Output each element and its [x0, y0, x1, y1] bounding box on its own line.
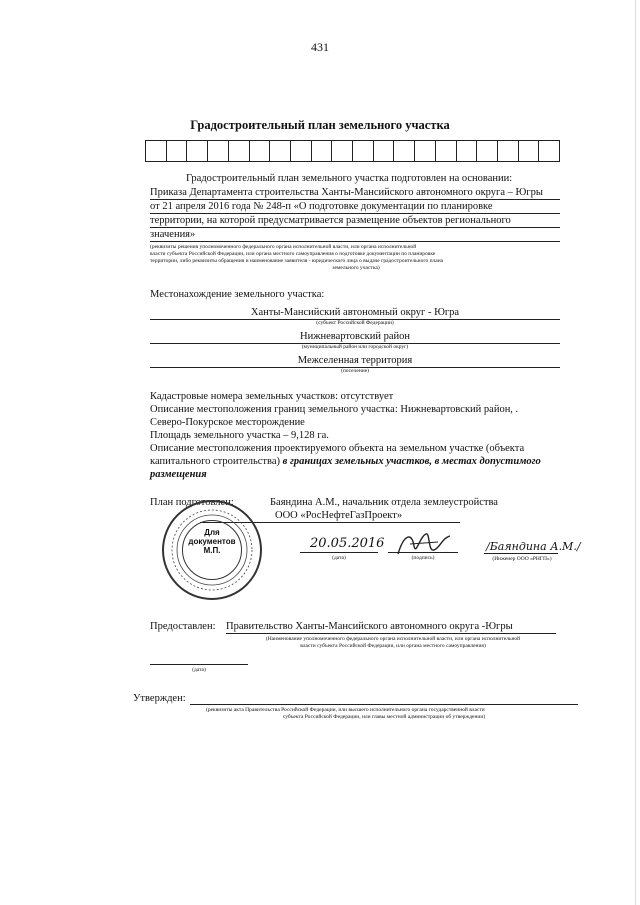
approved-label: Утвержден: — [133, 693, 186, 704]
grid-cell — [332, 141, 353, 161]
page-number: 431 — [311, 40, 329, 54]
location-subject-caption: (субъект Российской Федерации) — [316, 320, 394, 326]
location-settlement: Межселенная территория — [150, 354, 560, 368]
basis-intro: Градостроительный план земельного участка подготовлен на основании: — [186, 173, 513, 184]
company-seal — [162, 500, 262, 600]
seal-text — [164, 528, 260, 555]
grid-cell — [394, 141, 415, 161]
document-title: Градостроительный план земельного участка — [190, 118, 450, 132]
seal-text-line-2: документов — [188, 537, 236, 546]
seal-text-line-1: Для — [204, 528, 220, 537]
location-label: Местонахождение земельного участка: — [150, 289, 325, 300]
prepared-date: 20.05.2016 — [310, 536, 385, 551]
basis-caption-1: (реквизиты решения уполномоченного федерального органа исполнительной власти, или органа исполнительной — [150, 244, 417, 250]
prepared-person: Баяндина А.М., начальник отдела землеустройства — [270, 497, 498, 508]
signed-name: /Баяндина А.М./ — [486, 540, 581, 553]
signature-caption: (подпись) — [411, 555, 435, 561]
plan-number-grid — [145, 140, 560, 162]
grid-cell — [312, 141, 333, 161]
grid-cell — [146, 141, 167, 161]
location-district-caption: (муниципальный район или городской округ) — [301, 344, 409, 350]
basis-line-4: значения» — [150, 228, 560, 242]
signed-name-caption: (Инженер ООО «РНГП») — [492, 556, 552, 562]
basis-caption-2: власти субъекта Российской Федерации, или органа местного самоуправления о подготовке документации по планировке — [150, 251, 436, 257]
basis-caption-3: территории, либо реквизиты обращения и наименование заявителя - юридического лица о выдаче градостроительного плана — [150, 258, 444, 264]
borders-description-2: Северо-Покурское месторождение — [150, 417, 305, 428]
grid-cell — [374, 141, 395, 161]
grid-cell — [539, 141, 559, 161]
location-subject: Ханты-Мансийский автономный округ - Югра — [150, 306, 560, 320]
grid-cell — [519, 141, 540, 161]
approved-line — [190, 704, 578, 705]
object-description-1: Описание местоположения проектируемого объекта на земельном участке (объекта — [150, 443, 525, 454]
grid-cell — [436, 141, 457, 161]
object-description-2-plain: капитального строительства) — [150, 456, 280, 467]
grid-cell — [229, 141, 250, 161]
provided-date-line — [150, 664, 248, 665]
grid-cell — [415, 141, 436, 161]
provided-caption-2: власти субъекта Российской Федерации, или органа местного самоуправления) — [300, 643, 486, 649]
prepared-org: ООО «РосНефтеГазПроект» — [275, 510, 403, 521]
approved-caption-2: субъекта Российской Федерации, или главы местной администрации об утверждении) — [282, 714, 486, 720]
land-area: Площадь земельного участка – 9,128 га. — [150, 430, 329, 441]
basis-caption-4: земельного участка) — [332, 265, 380, 271]
location-settlement-caption: (поселение) — [341, 368, 369, 374]
grid-cell — [208, 141, 229, 161]
prepared-label: План подготовлен: — [150, 497, 234, 508]
provided-date-caption: (дата) — [192, 667, 206, 673]
grid-cell — [270, 141, 291, 161]
cadastral-numbers: Кадастровые номера земельных участков: отсутствует — [150, 391, 394, 402]
basis-line-1: Приказа Департамента строительства Ханты-Мансийского автономного округа – Югры — [150, 186, 560, 200]
grid-cell — [250, 141, 271, 161]
grid-cell — [167, 141, 188, 161]
provided-value: Правительство Ханты-Мансийского автономного округа -Югры — [226, 620, 556, 634]
scan-edge — [635, 0, 636, 905]
provided-caption-1: (Наименование уполномоченного федерального органа исполнительной власти, или органа исполнительной — [265, 636, 521, 642]
seal-text-line-3: М.П. — [203, 546, 221, 555]
prepared-date-caption: (дата) — [332, 555, 346, 561]
approved-caption-1: (реквизиты акта Правительства Российской Федерации, или высшего исполнительного органа государственной власти — [206, 707, 485, 713]
signature-underline — [388, 552, 458, 553]
borders-description-1: Описание местоположения границ земельного участка: Нижневартовский район, . — [150, 404, 519, 415]
grid-cell — [457, 141, 478, 161]
provided-label: Предоставлен: — [150, 621, 216, 632]
object-description-3: размещения — [150, 469, 207, 480]
grid-cell — [353, 141, 374, 161]
basis-line-3: территории, на которой предусматривается размещение объектов регионального — [150, 214, 560, 228]
location-district: Нижневартовский район — [150, 330, 560, 344]
grid-cell — [291, 141, 312, 161]
grid-cell — [477, 141, 498, 161]
grid-cell — [187, 141, 208, 161]
object-description-2 — [150, 455, 541, 468]
date-underline — [300, 552, 378, 553]
object-description-2-italic: в границах земельных участков, в местах допустимого — [282, 456, 541, 467]
basis-line-2: от 21 апреля 2016 года № 248-п «О подготовке документации по планировке — [150, 200, 560, 214]
grid-cell — [498, 141, 519, 161]
signed-name-underline — [484, 553, 558, 554]
